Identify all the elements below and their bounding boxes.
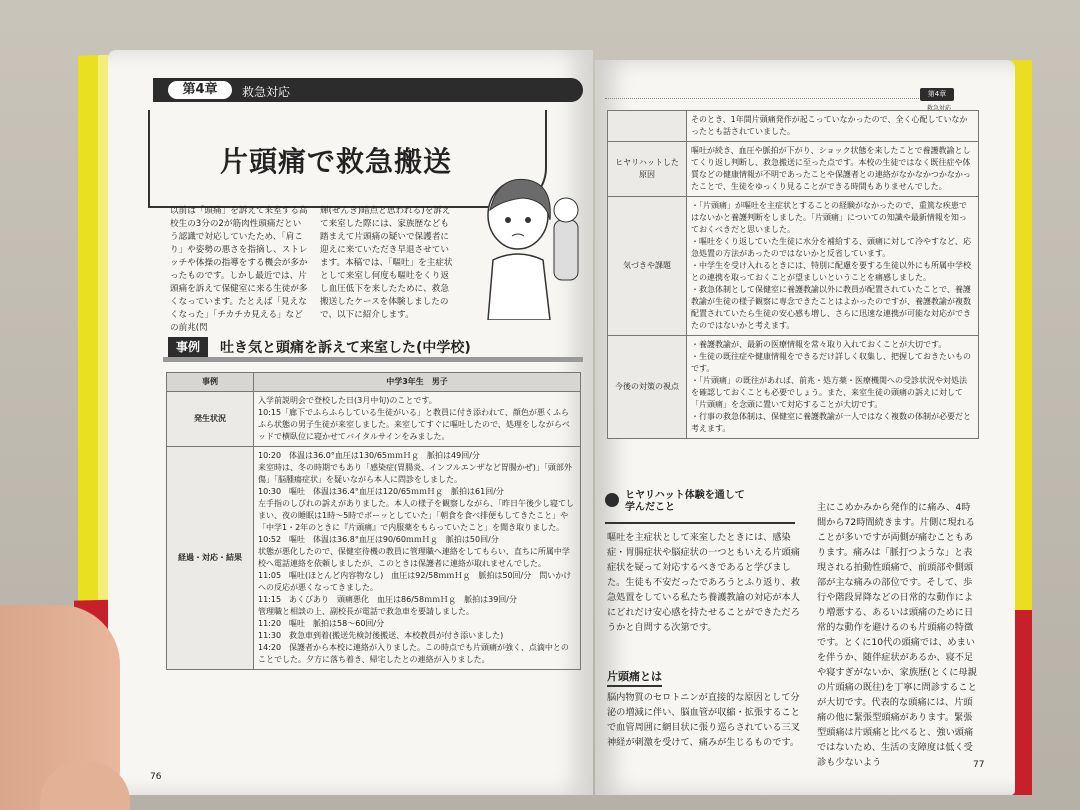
row-content — [687, 336, 979, 439]
row-label: ヒヤリハットした原因 — [608, 142, 687, 197]
row-line: 10:30 嘔吐 体温は36.4°血圧は120/65ｍｍＨｇ 脈拍は61回/分 — [258, 487, 504, 496]
chapter-subtitle: 救急対応 — [242, 85, 291, 99]
row-line: ・中学生を受け入れるときには、特別に配慮を要する生徒以外にも所属中学校との連携を取っておくことが望ましいということを痛感しました。 — [691, 261, 971, 282]
page-number-right: 77 — [973, 760, 985, 770]
case-table — [166, 372, 581, 670]
row-label: 今後の対策の視点 — [608, 336, 687, 439]
row-line: 左手指のしびれの訴えがありました。本人の様子を観察しながら、「昨日午後少し寝てしまい、夜の睡眠は1時～5時でボーッとしていた」「朝食を食べ排便もしてきたこと」や「中学1・2年のときに『片頭痛』で内服薬をもらっていたこと」を聞き取りました。 — [258, 499, 574, 532]
sub-heading: 片頭痛とは — [607, 668, 662, 687]
case-tag: 事例 — [168, 337, 208, 357]
row-line: 10:15「廊下でふらふらしている生徒がいる」と教員に付き添われて、顔色が悪くふらふら状態の男子生徒が来室しました。来室してすぐに嘔吐したので、処理をしながらベッドで横臥位に寝かせてバイタルサインをみました。 — [258, 408, 570, 441]
row-line: 11:20 嘔吐 脈拍は58～60回/分 — [258, 619, 385, 628]
row-line: ・養護教諭が、最新の医療情報を常々取り入れておくことが大切です。 — [691, 340, 947, 349]
row-line: 管理職と相談の上、副校長が電話で救急車を要請しました。 — [258, 607, 474, 616]
row-line: ・行事の救急体制は、保健室に養護教諭が一人ではなく複数の体制が必要だと考えます。 — [691, 412, 971, 433]
table-row — [167, 392, 581, 447]
table-row — [608, 336, 979, 439]
nurse-illustration-icon — [468, 160, 588, 320]
table-row — [167, 373, 581, 392]
row-label: 発生状況 — [167, 392, 254, 447]
chapter-tag-right: 第4章 — [920, 88, 954, 101]
intro-text-right: 輝(せんき)暗点と思われる)を訴えて来室した際には、家族歴なども踏まえて片頭痛の疑いで保護者に迎えに来ていただき早退させています。本稿では、「嘔吐」を主症状として来室し何度も嘔吐をくり返し血圧低下を来したために、救急搬送したケースを体験しましたので、以下に紹介します。 — [320, 206, 453, 320]
intro-text-left: 以前は「頭痛」を訴えて来室する高校生の3分の2が筋肉性頭痛だという認識で対応していたため、「肩こり」や姿勢の悪さを指摘し、ストレッチや体操の指導をする機会が多かったものです。しかし最近では、片頭痛を訴えて保健室に来る生徒が多くなっています。たとえば「見えなくなった」「チカチカ見える」などの前兆(閃 — [170, 206, 308, 333]
header-rule — [605, 98, 935, 99]
row-content — [254, 392, 581, 447]
section-title: ヒヤリハット体験を通して 学んだこと — [625, 490, 745, 513]
row-content — [687, 197, 979, 336]
section-heading — [605, 490, 805, 520]
row-line: ・「片頭痛」の既往があれば、前兆・処方薬・医療機関への受診状況や対処法を確認しておくことも必要でしょう。また、来室生徒の頭痛の訴えに対して「片頭痛」を念頭に置いて対応することが大切です。 — [691, 376, 967, 409]
table-row — [608, 197, 979, 336]
table-row — [608, 111, 979, 142]
chapter-subtitle-right: 救急対応 — [927, 105, 952, 112]
row-line: ・救急体制として保健室に養護教諭以外に教員が配置されていたことで、養護教諭が生徒の様子観察に専念できたことはよかったのですが、養護教諭が複数配置されていたら生徒の安心感も増し、さらに迅速な連携が可能な対応ができたのではないかと考えます。 — [691, 285, 971, 330]
left-page — [108, 50, 593, 795]
table-row — [167, 447, 581, 670]
case-title: 吐き気と頭痛を訴えて来室した(中学校) — [220, 340, 471, 356]
section-body: 嘔吐を主症状として来室したときには、感染症・胃腸症状や脳症状の一つともいえる片頭痛症状を疑って対応するべきであると学びました。生徒も不安だったであろうとふり返り、救急処置をしている私たち養護教諭の対応が本人にどれだけ安心感を持たせることができただろうかと自問する次第です。 — [607, 532, 800, 633]
row-line: 11:30 救急車到着(搬送先検討後搬送、本校教員が付き添いました) — [258, 631, 504, 640]
row-line: 10:52 嘔吐 体温は36.8°血圧は90/60ｍｍＨｇ 脈拍は50回/分 — [258, 535, 499, 544]
page-title: 片頭痛で救急搬送 — [220, 145, 453, 178]
row-line: 入学前説明会で登校した日(3月中旬)のことです。 — [258, 396, 437, 405]
row-line: 14:20 保護者から本校に連絡が入りました。この時点でも片頭痛が強く、点滴中とのことでした。夕方に落ち着き、帰宅したとの連絡が入りました。 — [258, 643, 569, 664]
row-line: ・嘔吐をくり返していた生徒に水分を補給する、頭痛に対して冷やすなど、応急処置の方法があったのではないかと反省しています。 — [691, 237, 971, 258]
row-label: 経過・対応・結果 — [167, 447, 254, 670]
analysis-table — [607, 110, 979, 439]
row-content: 嘔吐が続き、血圧や脈拍が下がり、ショック状態を来したことで養護教諭としてくり返し判断し、救急搬送に至った点です。本校の生徒ではなく既往症や体質などの健康情報が不明であったことや保護者との連絡がなかなかつかなかったことで、生徒をゆっくり見ることができる時間もありませんでした。 — [687, 142, 979, 197]
row-label — [608, 111, 687, 142]
chapter-tag: 第4章 — [168, 81, 232, 99]
row-line: 11:05 嘔吐(ほとんど内容物なし) 血圧は92/58ｍｍＨｇ 脈拍は50回/分 問いかけへの反応が悪くなってきました。 — [258, 571, 572, 592]
row-content: そのとき、1年間片頭痛発作が起こっていなかったので、全く心配していなかったとも話されていました。 — [687, 111, 979, 142]
right-page — [595, 60, 1015, 795]
row-line: 11:15 あくびあり 頭痛悪化 血圧は86/58ｍｍＨｇ 脈拍は39回/分 — [258, 595, 517, 604]
row-line: 状態が悪化したので、保健室待機の教員に管理職へ連絡をしてもらい、直ちに所属中学校へ電話連絡を依頼しましたが、このときは保護者に連絡が取れませんでした。 — [258, 547, 570, 568]
row-line: ・「片頭痛」が嘔吐を主症状とすることの経験がなかったので、重篤な疾患ではないかと養護判断をしました。「片頭痛」についての知識や最新情報を知っておくべきだと思いました。 — [691, 201, 967, 234]
sub-body: 脳内物質のセロトニンが直接的な原因として分泌の増減に伴い、脳血管が収縮・拡張することで血管周囲に網目状に張り巡らされている三叉神経が刺激を受けて、痛みが生じるものです。 — [607, 692, 800, 748]
table-header-label: 事例 — [167, 373, 254, 392]
row-content — [254, 447, 581, 670]
section-rule — [605, 522, 795, 524]
row-line: ・生徒の既往症や健康情報をできるだけ詳しく収集し、把握しておきたいものです。 — [691, 352, 971, 373]
row-line: 来室時は、冬の時期でもあり「感染症(胃腸炎、インフルエンザなど胃腸かぜ)」「頭部外傷」「脳腫瘍症状」を疑いながら本人に問診をしました。 — [258, 463, 572, 484]
bullet-icon — [605, 493, 619, 507]
row-label: 気づきや課題 — [608, 197, 687, 336]
row-line: 10:20 体温は36.0°血圧は130/65ｍｍＨｇ 脈拍は49回/分 — [258, 451, 480, 460]
column-two-body: 主にこめかみから発作的に痛み、4時間から72時間続きます。片側に現れることが多いですが両側が痛むこともあります。痛みは「脈打つような」と表現される拍動性頭痛で、前頭部や側頭部が主な痛みの部位です。そして、歩行や階段昇降などの日常的な動作により増悪する、あるいは頭痛のために日常的な動作を避けるのも片頭痛の特徴です。とくに10代の頭痛では、めまいを伴うか、随伴症状があるか、寝不足や寝すぎがないか、家族歴(とくに母親の片頭痛の既往)を丁寧に問診することが大切です。代表的な頭痛には、片頭痛の他に緊張型頭痛があります。緊張型頭痛は片頭痛と比べると、強い頭痛ではないため、生活の支障度は低く受診も少ないよう — [817, 502, 977, 768]
table-header-value: 中学3年生 男子 — [254, 373, 581, 392]
page-number-left: 76 — [150, 772, 162, 782]
table-row — [608, 142, 979, 197]
